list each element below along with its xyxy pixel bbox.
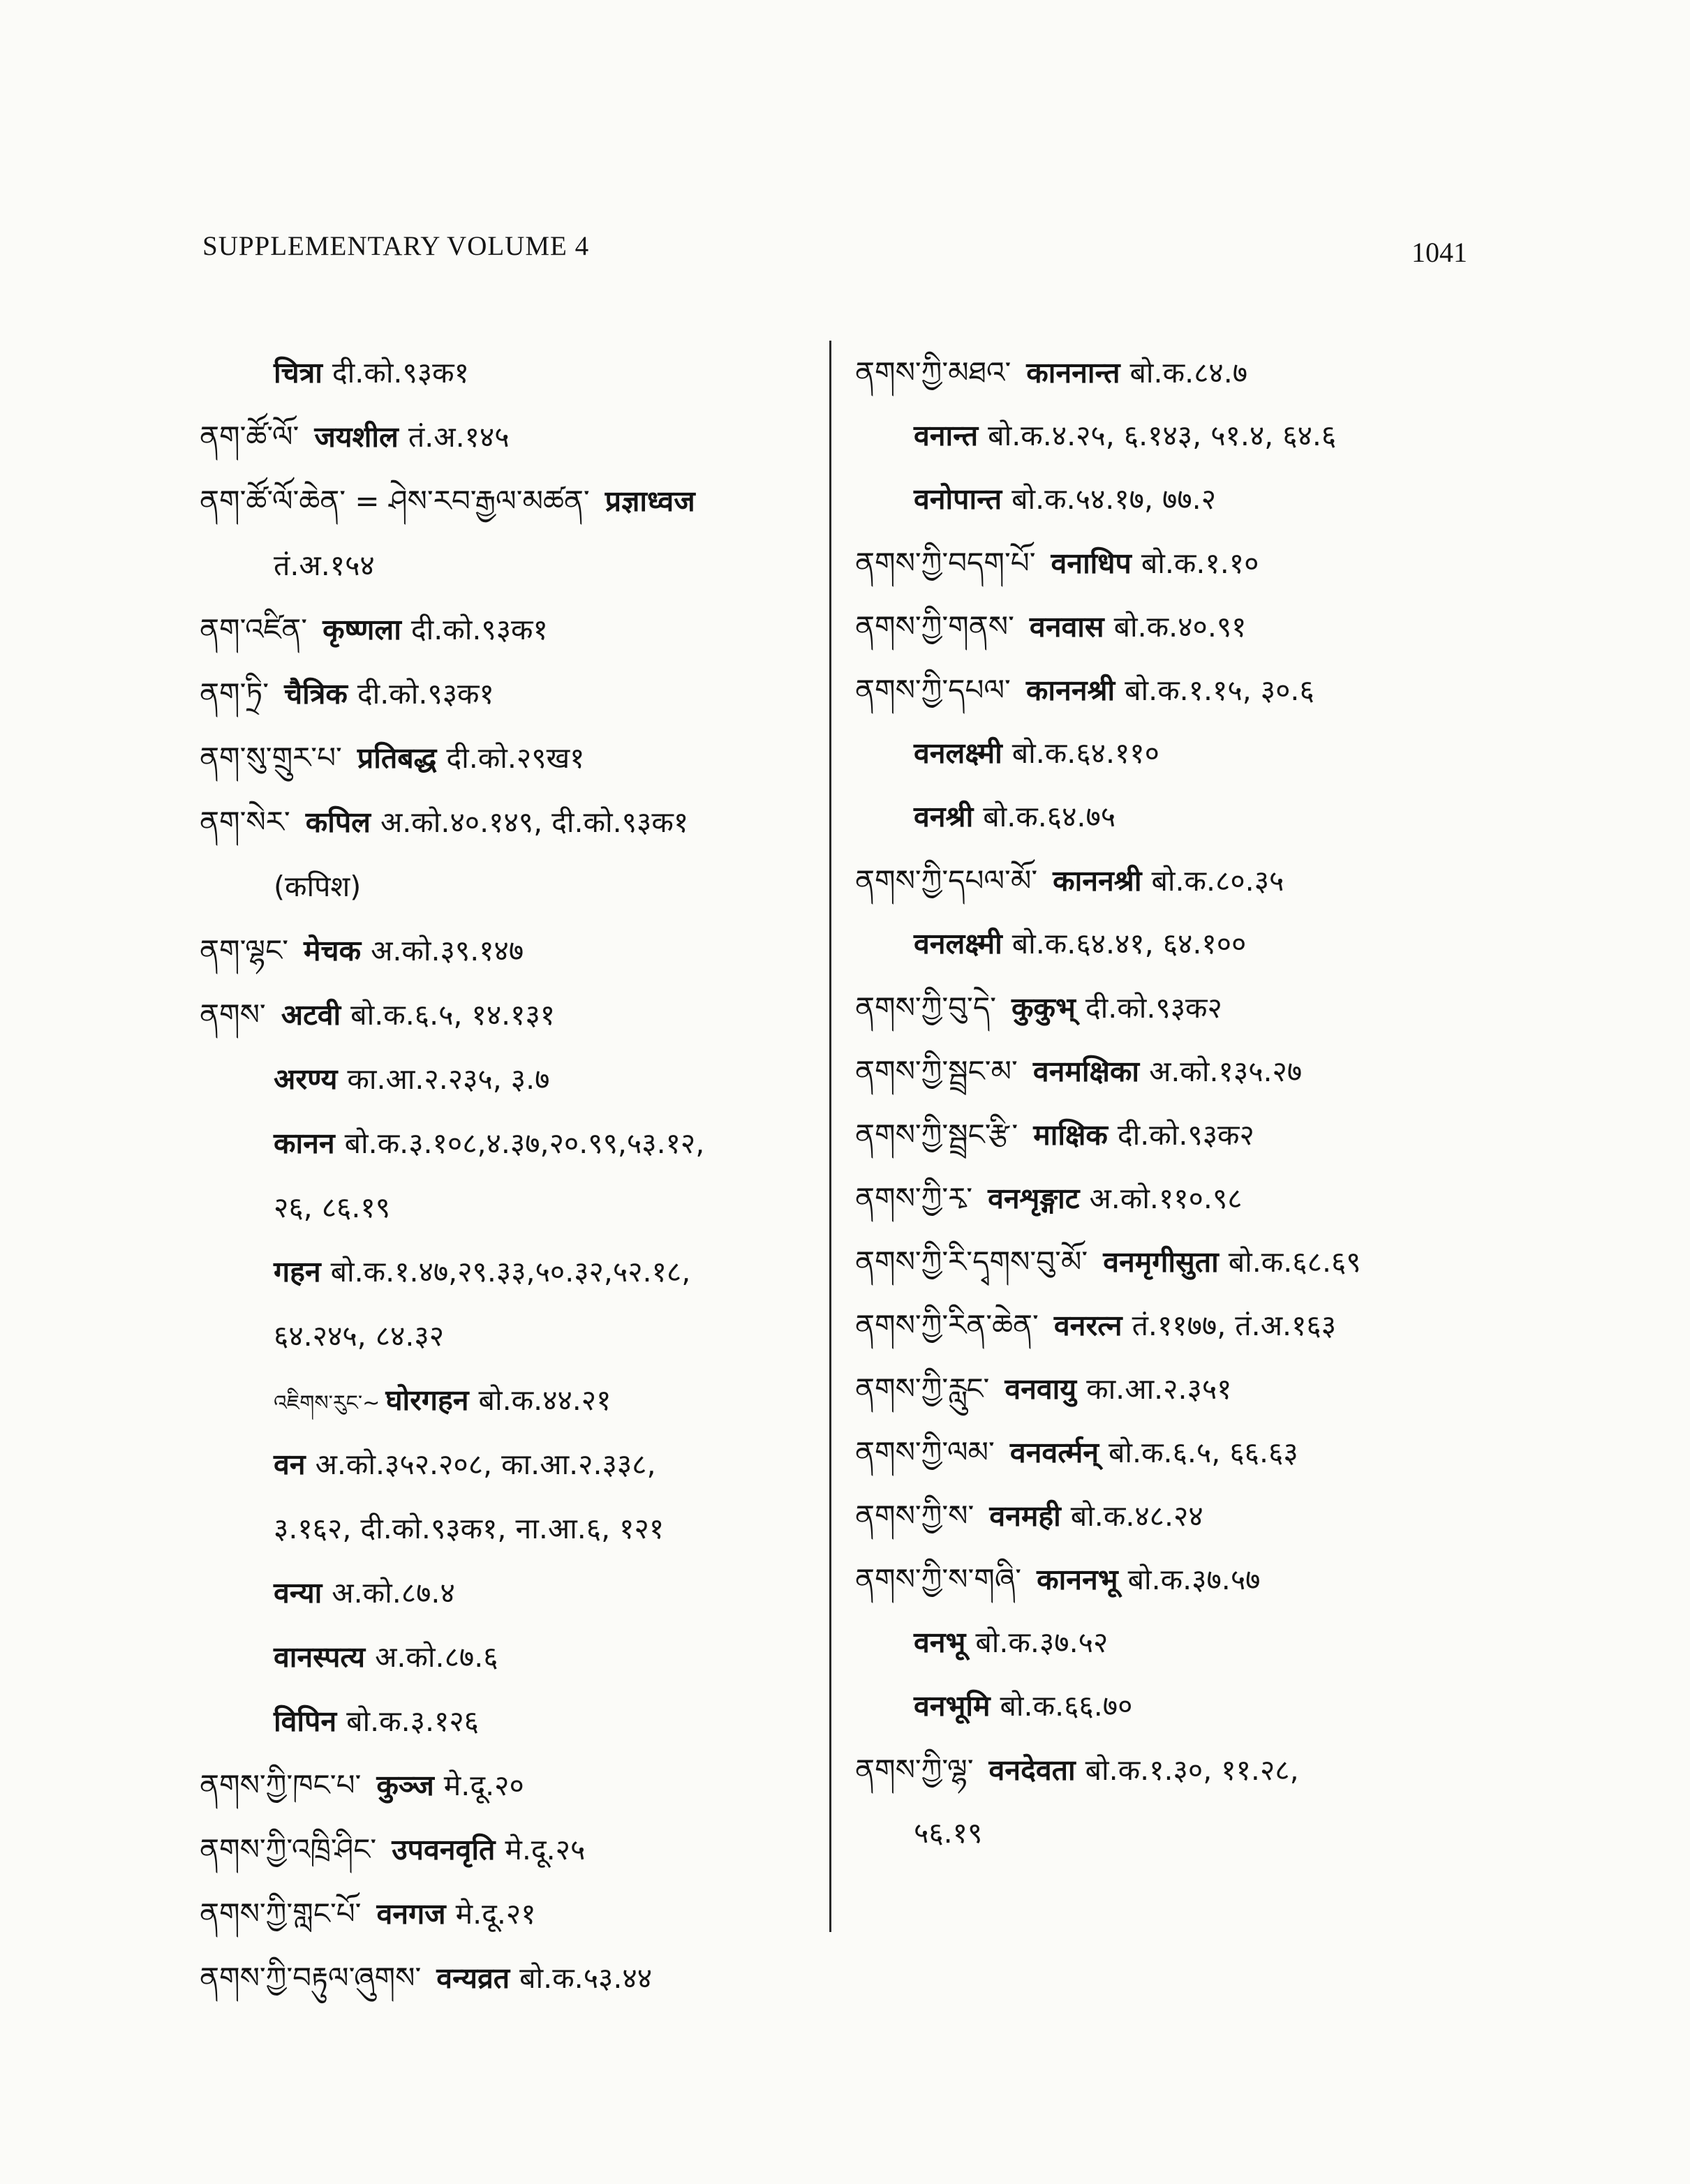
dictionary-entry-line xyxy=(855,1802,1473,1865)
dictionary-entry-line xyxy=(855,531,1473,595)
source-references: तं.अ.१५४ xyxy=(274,549,375,582)
dictionary-entry-line xyxy=(855,658,1473,722)
source-references: बो.क.३.१२६ xyxy=(346,1704,479,1738)
tibetan-term: ནགས་ཀྱི་གནས་ xyxy=(855,609,1014,644)
tibetan-term: ནག་ཏྲི་ xyxy=(200,676,269,711)
dictionary-entry-line xyxy=(200,1047,824,1111)
sanskrit-equivalent: वनगज xyxy=(376,1897,446,1931)
source-references: ३.१६२, दी.को.९३क१, ना.आ.६, १२१ xyxy=(274,1512,665,1545)
dictionary-entry-line xyxy=(200,1689,824,1753)
tibetan-term: ནགས་ཀྱི་སྦྲང་མ་ xyxy=(855,1054,1018,1088)
tibetan-term: ནགས་ཀྱི་རིན་ཆེན་ xyxy=(855,1308,1039,1342)
source-references: बो.क.५३.४४ xyxy=(519,1961,653,1995)
dictionary-entry-line xyxy=(200,597,824,662)
tibetan-term: ནགས་ཀྱི་བདག་པོ་ xyxy=(855,546,1036,580)
dictionary-entry-line xyxy=(855,1420,1473,1484)
source-references: बो.क.१.३०, ११.२८, xyxy=(1085,1753,1299,1787)
dictionary-entry-line xyxy=(200,790,824,854)
dictionary-entry-line xyxy=(855,1357,1473,1420)
dictionary-entry-line xyxy=(200,1625,824,1689)
sanskrit-equivalent: वन xyxy=(274,1448,306,1481)
dictionary-entry-line xyxy=(855,404,1473,468)
sanskrit-equivalent: वनलक्ष्मी xyxy=(914,736,1002,770)
dictionary-entry-line xyxy=(200,405,824,469)
tibetan-term: ནགས་ཀྱི་དཔལ་ xyxy=(855,673,1011,707)
source-references: बो.क.६८.६९ xyxy=(1228,1245,1361,1279)
dictionary-entry-line xyxy=(200,341,824,405)
sanskrit-equivalent: काननश्री xyxy=(1053,864,1142,898)
source-references: मे.दू.२१ xyxy=(455,1897,536,1931)
tibetan-term: ནགས་ཀྱི་འཁྲི་ཤིང་ xyxy=(200,1832,377,1866)
sanskrit-equivalent: वानस्पत्य xyxy=(274,1640,366,1674)
dictionary-entry-line xyxy=(200,469,824,533)
source-references: (कपिश) xyxy=(274,870,362,903)
dictionary-entry-line xyxy=(855,849,1473,912)
sanskrit-equivalent: कुञ्ज xyxy=(376,1769,434,1802)
source-references: अ.को.८७.४ xyxy=(332,1576,455,1610)
dictionary-entry-line xyxy=(200,983,824,1047)
tibetan-term: ནག་ལྷང་ xyxy=(200,933,289,967)
dictionary-entry-line xyxy=(200,726,824,790)
source-references: बो.क.६४.४१, ६४.१०० xyxy=(1011,927,1247,960)
dictionary-entry-line xyxy=(200,1753,824,1818)
sanskrit-equivalent: प्रतिबद्ध xyxy=(357,741,437,775)
running-header-title: SUPPLEMENTARY VOLUME 4 xyxy=(202,231,590,261)
sanskrit-equivalent: विपिन xyxy=(274,1704,337,1738)
source-references: बो.क.३७.५७ xyxy=(1127,1563,1261,1596)
dictionary-entry-line xyxy=(855,1738,1473,1802)
dictionary-entry-line xyxy=(855,595,1473,658)
sanskrit-equivalent: जयशील xyxy=(314,420,399,454)
sanskrit-equivalent: चैत्रिक xyxy=(284,677,348,711)
sanskrit-equivalent: वनवास xyxy=(1029,610,1104,644)
source-references: दी.को.९३क१ xyxy=(332,356,469,389)
dictionary-entry-line xyxy=(855,1293,1473,1357)
tibetan-term: ནག་ཚོ་ལོ་ཆེན་ = ཤེས་རབ་རྒྱལ་མཚན་ xyxy=(200,484,590,518)
tibetan-term: ནགས་ཀྱི་དཔལ་མོ་ xyxy=(855,863,1038,898)
sanskrit-equivalent: वनवायु xyxy=(1005,1372,1077,1406)
source-references: बो.क.३७.५२ xyxy=(975,1626,1109,1659)
dictionary-entry-line xyxy=(200,1818,824,1882)
dictionary-entry-line xyxy=(855,1103,1473,1166)
tibetan-term: ནགས་ xyxy=(200,997,266,1032)
source-references: बो.क.४०.९१ xyxy=(1113,610,1247,644)
tibetan-term: ནགས་ཀྱི་ལམ་ xyxy=(855,1435,995,1469)
sanskrit-equivalent: वनश्री xyxy=(914,800,974,833)
sanskrit-equivalent: वनलक्ष्मी xyxy=(914,927,1002,960)
sanskrit-equivalent: कृष्णला xyxy=(323,613,401,646)
sanskrit-equivalent: कुकुभ् xyxy=(1011,991,1076,1025)
tibetan-term: ནག་འཛིན་ xyxy=(200,612,308,646)
source-references: मे.दू.२० xyxy=(443,1769,524,1802)
sanskrit-equivalent: वन्या xyxy=(274,1576,323,1610)
source-references: ५६.१९ xyxy=(914,1816,983,1850)
source-references: बो.क.८४.७ xyxy=(1129,356,1248,389)
dictionary-entry-line xyxy=(855,1611,1473,1674)
sanskrit-equivalent: मेचक xyxy=(304,934,362,967)
dictionary-entry-line xyxy=(855,1547,1473,1611)
source-references: दी.को.९३क२ xyxy=(1085,991,1222,1025)
tibetan-term: ནགས་ཀྱི་གླང་པོ་ xyxy=(200,1896,362,1931)
sanskrit-equivalent: वनरत्न xyxy=(1053,1309,1122,1342)
source-references: बो.क.५४.१७, ७७.२ xyxy=(1011,482,1217,516)
source-references: बो.क.४४.२१ xyxy=(478,1383,611,1417)
source-references: बो.क.८०.३५ xyxy=(1151,864,1284,898)
tibetan-term: ནགས་ཀྱི་ཁང་པ་ xyxy=(200,1768,362,1802)
dictionary-entry-line xyxy=(855,1484,1473,1547)
sanskrit-equivalent: वनोपान्त xyxy=(914,482,1002,516)
source-references: बो.क.४८.२४ xyxy=(1070,1499,1203,1533)
page-number: 1041 xyxy=(1411,237,1467,268)
tibetan-term: ནགས་ཀྱི་རི་དྭགས་བུ་མོ་ xyxy=(855,1245,1088,1279)
source-references: बो.क.१.१५, ३०.६ xyxy=(1125,674,1314,707)
source-references: दी.को.२९ख१ xyxy=(446,741,585,775)
tibetan-term: ནག་སེར་ xyxy=(200,805,290,839)
dictionary-entry-line xyxy=(200,1240,824,1304)
dictionary-entry-line xyxy=(200,919,824,983)
sanskrit-equivalent: चित्रा xyxy=(274,356,323,389)
source-references: बो.क.४.२५, ६.१४३, ५१.४, ६४.६ xyxy=(988,419,1337,452)
source-references: अ.को.१३५.२७ xyxy=(1149,1055,1303,1088)
source-references: बो.क.६४.११० xyxy=(1011,736,1159,770)
source-references: अ.को.४०.१४९, दी.को.९३क१ xyxy=(380,805,689,839)
sanskrit-equivalent: वनभूमि xyxy=(914,1689,991,1723)
source-references: का.आ.२.३५१ xyxy=(1086,1372,1232,1406)
source-references: बो.क.३.१०८,४.३७,२०.९९,५३.१२, xyxy=(344,1127,705,1160)
tibetan-term: ནགས་ཀྱི་མཐའ་ xyxy=(855,355,1011,389)
dictionary-entry-line xyxy=(200,662,824,726)
sanskrit-equivalent: वन्यव्रत xyxy=(436,1961,510,1995)
tibetan-term: ནགས་ཀྱི་རྭ་ xyxy=(855,1181,973,1215)
dictionary-entry-line xyxy=(200,1368,824,1432)
tibetan-term: ནགས་ཀྱི་བརྟུལ་ཞུགས་ xyxy=(200,1961,422,1995)
sanskrit-equivalent: उपवनवृति xyxy=(392,1833,496,1866)
source-references: बो.क.६४.७५ xyxy=(983,800,1116,833)
tibetan-term: འཇིགས་རུང་~ xyxy=(274,1391,380,1416)
tibetan-term: ནགས་ཀྱི་ས་ xyxy=(855,1499,974,1533)
tibetan-term: ནགས་ཀྱི་བུ་དེ་ xyxy=(855,990,997,1025)
sanskrit-equivalent: माक्षिक xyxy=(1033,1118,1108,1152)
source-references: दी.को.९३क१ xyxy=(410,613,548,646)
sanskrit-equivalent: कानन xyxy=(274,1127,335,1160)
sanskrit-equivalent: वनमृगीसुता xyxy=(1103,1245,1219,1279)
dictionary-entry-line xyxy=(855,912,1473,976)
sanskrit-equivalent: वनवर्त्मन् xyxy=(1009,1436,1099,1469)
source-references: बो.क.६६.७० xyxy=(1000,1689,1133,1723)
left-column xyxy=(200,341,824,2010)
source-references: अ.को.३९.१४७ xyxy=(371,934,524,967)
sanskrit-equivalent: काननश्री xyxy=(1025,674,1115,707)
source-references: अ.को.३५२.२०८, का.आ.२.३३८, xyxy=(315,1448,656,1481)
dictionary-entry-line xyxy=(200,1304,824,1368)
source-references: बो.क.१.४७,२९.३३,५०.३२,५२.१८, xyxy=(330,1255,691,1288)
column-divider xyxy=(829,341,831,1932)
dictionary-entry-line xyxy=(200,1496,824,1561)
source-references: बो.क.१.१० xyxy=(1141,547,1259,580)
sanskrit-equivalent: अरण्य xyxy=(274,1062,338,1096)
source-references: ६४.२४५, ८४.३२ xyxy=(274,1319,445,1353)
dictionary-entry-line xyxy=(855,1674,1473,1738)
tibetan-term: ནགས་ཀྱི་ལྷ་ xyxy=(855,1753,974,1787)
sanskrit-equivalent: प्रज्ञाध्वज xyxy=(605,484,695,518)
sanskrit-equivalent: काननान्त xyxy=(1026,356,1120,389)
sanskrit-equivalent: गहन xyxy=(274,1255,321,1288)
sanskrit-equivalent: घोरगहन xyxy=(385,1383,469,1417)
dictionary-entry-line xyxy=(855,1230,1473,1293)
source-references: बो.क.६.५, १४.१३१ xyxy=(350,998,556,1032)
sanskrit-equivalent: अटवी xyxy=(281,998,341,1032)
dictionary-entry-line xyxy=(200,1882,824,1946)
dictionary-entry-line xyxy=(200,1111,824,1175)
source-references: मे.दू.२५ xyxy=(505,1833,586,1866)
sanskrit-equivalent: कपिल xyxy=(305,805,371,839)
dictionary-entry-line xyxy=(200,1432,824,1496)
tibetan-term: ནགས་ཀྱི་སྦྲང་རྩི་ xyxy=(855,1117,1018,1152)
dictionary-entry-line xyxy=(855,976,1473,1039)
dictionary-entry-line xyxy=(200,533,824,597)
source-references: बो.क.६.५, ६६.६३ xyxy=(1109,1436,1298,1469)
source-references: तं.११७७, तं.अ.१६३ xyxy=(1132,1309,1337,1342)
sanskrit-equivalent: वनभू xyxy=(914,1626,966,1659)
source-references: दी.को.९३क१ xyxy=(357,677,494,711)
dictionary-entry-line xyxy=(855,1166,1473,1230)
sanskrit-equivalent: वनमक्षिका xyxy=(1032,1055,1140,1088)
source-references: दी.को.९३क२ xyxy=(1117,1118,1254,1152)
right-column xyxy=(855,341,1473,1865)
dictionary-entry-line xyxy=(855,341,1473,404)
dictionary-entry-line xyxy=(855,468,1473,531)
tibetan-term: ནག་ཚོ་ལོ་ xyxy=(200,419,299,454)
source-references: अ.को.८७.६ xyxy=(375,1640,498,1674)
dictionary-entry-line xyxy=(200,1946,824,2010)
dictionary-entry-line xyxy=(855,1039,1473,1103)
dictionary-entry-line xyxy=(200,854,824,919)
source-references: तं.अ.१४५ xyxy=(408,420,510,454)
dictionary-entry-line xyxy=(200,1561,824,1625)
tibetan-term: ནག་སུ་གྲུར་པ་ xyxy=(200,741,342,775)
dictionary-entry-line xyxy=(855,785,1473,849)
source-references: २६, ८६.१९ xyxy=(274,1191,391,1224)
sanskrit-equivalent: काननभू xyxy=(1037,1563,1118,1596)
sanskrit-equivalent: वनमही xyxy=(989,1499,1061,1533)
sanskrit-equivalent: वनान्त xyxy=(914,419,979,452)
dictionary-entry-line xyxy=(855,722,1473,785)
source-references: का.आ.२.२३५, ३.७ xyxy=(347,1062,550,1096)
sanskrit-equivalent: वनदेवता xyxy=(988,1753,1076,1787)
source-references: अ.को.११०.९८ xyxy=(1089,1182,1243,1215)
tibetan-term: ནགས་ཀྱི་ས་གཞི་ xyxy=(855,1562,1022,1596)
dictionary-entry-line xyxy=(200,1175,824,1240)
sanskrit-equivalent: वनशृङ्गाट xyxy=(988,1182,1080,1215)
sanskrit-equivalent: वनाधिप xyxy=(1051,547,1132,580)
tibetan-term: ནགས་ཀྱི་རླུང་ xyxy=(855,1372,990,1406)
